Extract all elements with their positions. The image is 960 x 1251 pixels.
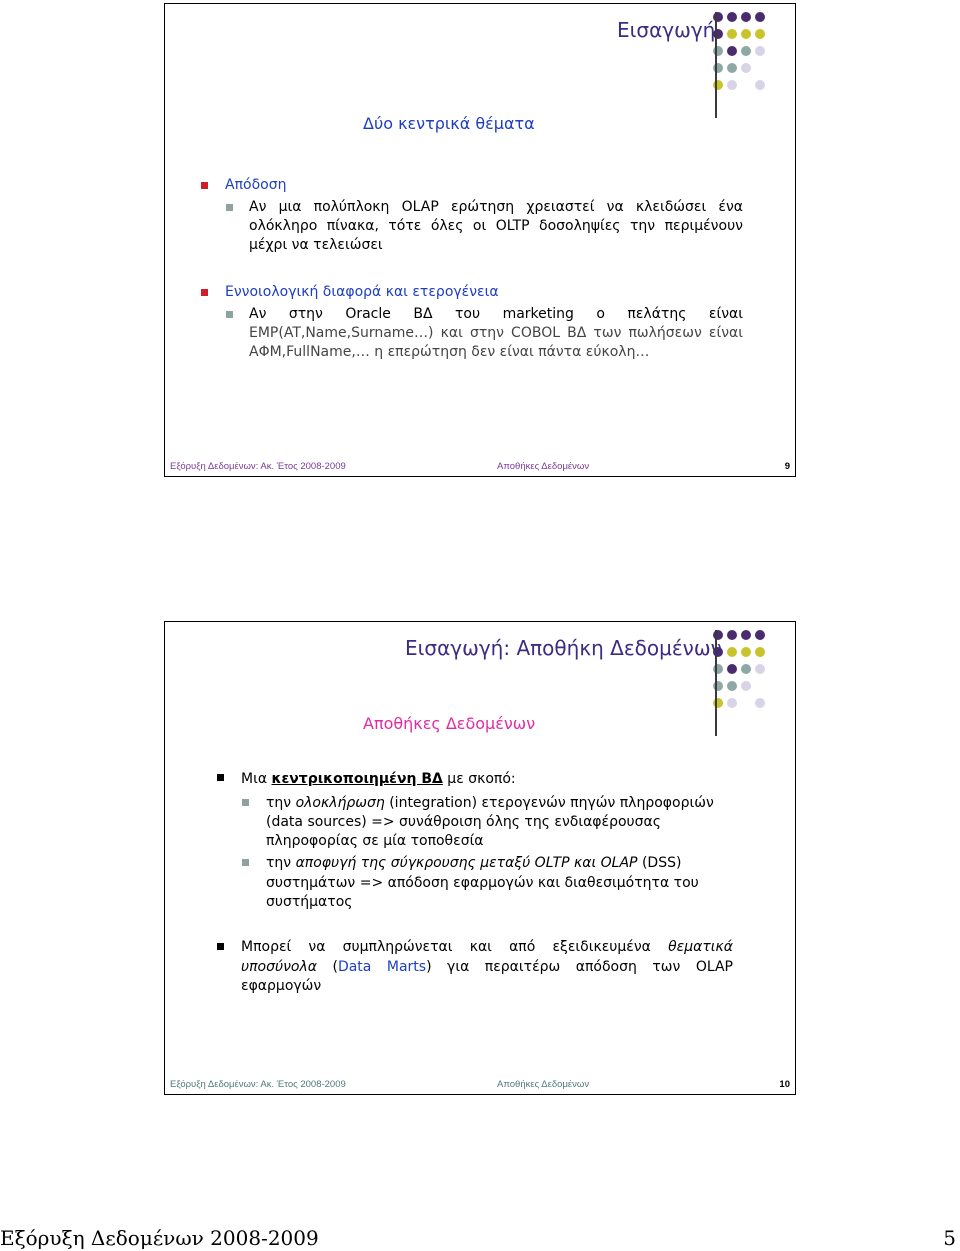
decorative-dot	[755, 630, 765, 640]
sub-bullet-line-1: Αν στην Oracle ΒΔ του marketing ο πελάτης είναι	[249, 306, 743, 322]
sub-bullet-line-1: Αν μια πολύπλοκη OLAP ερώτηση χρειαστεί να κλειδώσει ένα	[249, 199, 743, 215]
decorative-dot	[727, 664, 737, 674]
sub-bullet-square-icon	[242, 859, 249, 866]
decorative-dot	[755, 29, 765, 39]
decorative-dot	[727, 46, 737, 56]
slide-subtitle: Δύο κεντρικά θέματα	[363, 114, 535, 133]
slide-10	[164, 621, 796, 1095]
decorative-dot	[727, 681, 737, 691]
decorative-dot	[727, 29, 737, 39]
sub-bullet-square-icon	[226, 204, 233, 211]
sub-bullet-line-2: συστημάτων => απόδοση εφαρμογών και διαθεσιμότητα του	[266, 875, 699, 891]
decorative-dot-grid	[713, 630, 773, 720]
decorative-dot	[755, 647, 765, 657]
page-footer-title: Εξόρυξη Δεδομένων 2008-2009	[0, 1226, 319, 1250]
decorative-dot	[741, 29, 751, 39]
decorative-dot	[727, 630, 737, 640]
page-number: 5	[943, 1226, 956, 1250]
decorative-dot	[755, 664, 765, 674]
decorative-dot-grid	[713, 12, 773, 102]
footer-slide-number: 10	[779, 1079, 790, 1090]
bullet-performance: Απόδοση	[225, 177, 287, 193]
bullet-square-icon	[217, 943, 224, 950]
footer-slide-number: 9	[784, 461, 790, 472]
decorative-dot	[755, 80, 765, 90]
sub-bullet-square-icon	[226, 311, 233, 318]
footer-course: Εξόρυξη Δεδομένων: Ακ. Έτος 2008-2009	[170, 461, 346, 472]
slide-9	[164, 3, 796, 477]
sub-bullet-conflict-avoidance: την αποφυγή της σύγκρουσης μεταξύ OLTP και OLAP (DSS)	[266, 855, 682, 871]
sub-bullet-line-2: ολόκληρο πίνακα, τότε όλες οι OLTP δοσοληψίες την περιμένουν	[249, 218, 743, 234]
sub-bullet-line-2: EMP(AT,Name,Surname…) και στην COBOL ΒΔ των πωλήσεων είναι	[249, 325, 743, 341]
sub-bullet-line-3: πληροφορίας σε μία τοποθεσία	[266, 833, 484, 849]
bullet-data-marts-line-1: Μπορεί να συμπληρώνεται και από εξειδικευμένα θεματικά	[241, 939, 733, 955]
decorative-dot	[727, 80, 737, 90]
decorative-dot	[727, 12, 737, 22]
slide-title: Εισαγωγή: Αποθήκη Δεδομένων	[405, 636, 722, 660]
bullet-square-icon	[201, 289, 208, 296]
decorative-dot	[741, 664, 751, 674]
sub-bullet-line-3: μέχρι να τελειώσει	[249, 237, 383, 253]
decorative-dot	[741, 12, 751, 22]
bullet-heterogeneity: Εννοιολογική διαφορά και ετερογένεια	[225, 284, 499, 300]
decorative-dot	[741, 647, 751, 657]
sub-bullet-line-3: συστήματος	[266, 894, 353, 910]
decorative-dot	[741, 46, 751, 56]
decorative-dot	[755, 46, 765, 56]
decorative-dot	[727, 647, 737, 657]
decorative-dot	[741, 681, 751, 691]
slide-title: Εισαγωγή	[617, 18, 716, 42]
decorative-dot	[755, 698, 765, 708]
bullet-data-marts-line-2: υποσύνολα (Data Marts) για περαιτέρω απόδοση των OLAP	[241, 959, 733, 975]
bullet-data-marts-line-3: εφαρμογών	[241, 978, 322, 994]
decorative-dot	[741, 630, 751, 640]
decorative-dot	[727, 698, 737, 708]
sub-bullet-square-icon	[242, 799, 249, 806]
decorative-dot	[755, 12, 765, 22]
footer-topic: Αποθήκες Δεδομένων	[497, 461, 590, 472]
bullet-centralized-db: Μια κεντρικοποιημένη ΒΔ με σκοπό:	[241, 771, 516, 787]
sub-bullet-integration: την ολοκλήρωση (integration) ετερογενών πηγών πληροφοριών	[266, 795, 714, 811]
footer-topic: Αποθήκες Δεδομένων	[497, 1079, 590, 1090]
decorative-dot	[741, 63, 751, 73]
slide-subtitle: Αποθήκες Δεδομένων	[363, 714, 536, 733]
decorative-dot	[727, 63, 737, 73]
sub-bullet-line-3: ΑΦΜ,FullName,… η επερώτηση δεν είναι πάντα εύκολη…	[249, 344, 650, 360]
bullet-square-icon	[201, 182, 208, 189]
sub-bullet-line-2: (data sources) => συνάθροιση όλης της ενδιαφέρουσας	[266, 814, 661, 830]
bullet-square-icon	[217, 774, 224, 781]
footer-course: Εξόρυξη Δεδομένων: Ακ. Έτος 2008-2009	[170, 1079, 346, 1090]
